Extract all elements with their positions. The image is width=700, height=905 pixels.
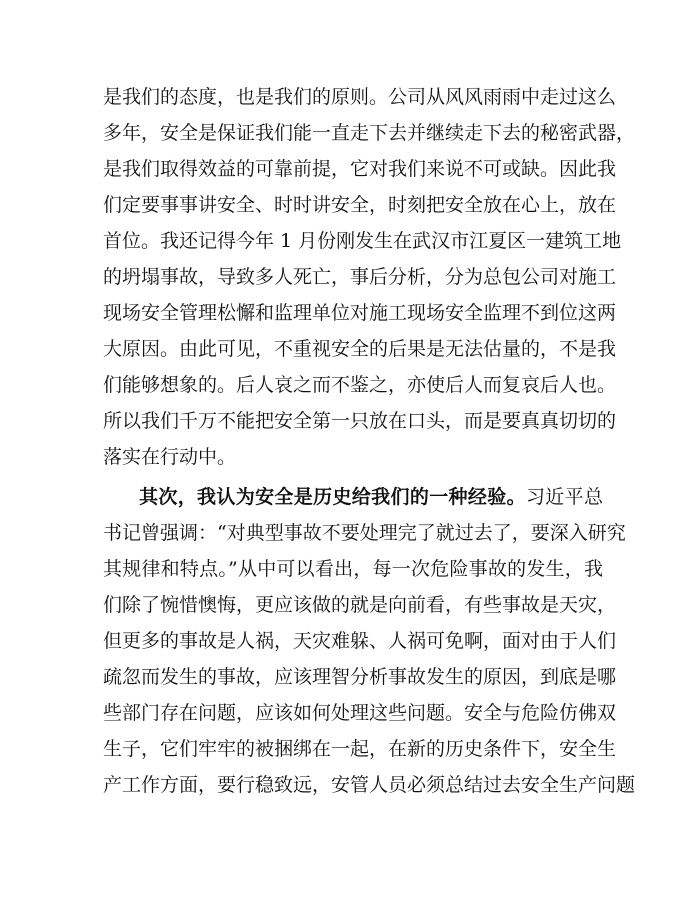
text-line: 们能够想象的。后人哀之而不鉴之，亦使后人而复哀后人也。 [103, 374, 617, 396]
text-line: 些部门存在问题，应该如何处理这些问题。安全与危险仿佛双 [103, 702, 617, 724]
text-line: 的坍塌事故，导致多人死亡，事后分析，分为总包公司对施工 [103, 266, 617, 288]
text-line: 疏忽而发生的事故，应该理智分析事故发生的原因，到底是哪 [103, 666, 617, 688]
heading-continuation: 习近平总 [525, 486, 603, 508]
text-line: 是我们取得效益的可靠前提，它对我们来说不可或缺。因此我 [103, 158, 617, 180]
text-line: 产工作方面，要行稳致远，安管人员必须总结过去安全生产问题 [103, 774, 636, 796]
text-line: 现场安全管理松懈和监理单位对施工现场安全监理不到位这两 [103, 302, 617, 324]
text-line: 多年，安全是保证我们能一直走下去并继续走下去的秘密武器， [103, 122, 636, 144]
bold-heading: 其次，我认为安全是历史给我们的一种经验。 [139, 486, 526, 508]
text-line: 生子，它们牢牢的被捆绑在一起，在新的历史条件下，安全生 [103, 738, 617, 760]
text-line: 其规律和特点。”从中可以看出，每一次危险事故的发生，我 [103, 558, 603, 580]
text-line: 首位。我还记得今年 1 月份刚发生在武汉市江夏区一建筑工地 [103, 230, 622, 252]
text-line: 大原因。由此可见，不重视安全的后果是无法估量的，不是我 [103, 338, 617, 360]
text-line: 是我们的态度，也是我们的原则。公司从风风雨雨中走过这么 [103, 86, 617, 108]
text-line: 们定要事事讲安全、时时讲安全，时刻把安全放在心上，放在 [103, 194, 617, 216]
text-line: 落实在行动中。 [103, 446, 237, 468]
text-line: 所以我们千万不能把安全第一只放在口头，而是要真真切切的 [103, 410, 617, 432]
paragraph-heading-line [139, 488, 603, 507]
text-line: 们除了惋惜懊悔，更应该做的就是向前看，有些事故是天灾， [103, 594, 617, 616]
text-line: 但更多的事故是人祸，天灾难躲、人祸可免啊，面对由于人们 [103, 630, 617, 652]
text-line: 书记曾强调：“对典型事故不要处理完了就过去了，要深入研究 [103, 522, 626, 544]
